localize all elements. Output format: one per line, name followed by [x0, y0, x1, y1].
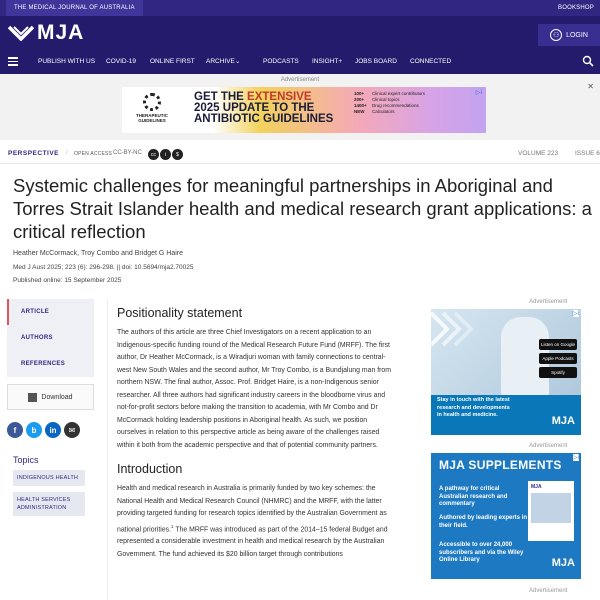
podcast-ad[interactable]: [431, 309, 581, 435]
article-side-nav: [7, 299, 94, 377]
article-citation: Med J Aust 2025; 223 (6): 296-298. || doi: 10.5694/mja2.70025: [13, 264, 194, 271]
published-date: Published online: 15 September 2025: [13, 277, 122, 284]
sidenav-references[interactable]: REFERENCES: [21, 361, 66, 367]
mja-logo-small: MJA: [551, 415, 575, 427]
advertisement-label: Advertisement: [529, 588, 568, 594]
topic-tag[interactable]: HEALTH SERVICES ADMINISTRATION: [13, 492, 85, 516]
search-icon[interactable]: [582, 55, 594, 67]
creative-commons-icons[interactable]: [148, 149, 183, 160]
section-heading: Positionality statement: [117, 306, 243, 320]
mja-chevron-icon: [8, 25, 34, 41]
divider: /: [66, 150, 68, 156]
paragraph: Health and medical research in Australia is primarily funded by two key schemes: the National Health and Medical Research Council (NHMRC) and the MRFF, with the latter providing targeted funding for research topics identified by the Australian Government as national priorities.$^1$ The MRFF was introduced as part of the 2014–15 federal Budget and represented a considerable investment in health and medical research by the Australian Government. The fund achieved its $20 billion target through contributions: [117, 485, 388, 558]
sidenav-article[interactable]: ARTICLE: [7, 299, 94, 325]
advertisement-label: Advertisement: [529, 299, 568, 305]
mja-logo-small: MJA: [551, 557, 575, 569]
email-icon[interactable]: ✉: [64, 422, 80, 438]
user-icon: ⚇: [550, 29, 562, 41]
chevron-down-icon: ⌄: [235, 58, 241, 65]
nav-publish-with-us[interactable]: PUBLISH WITH US: [38, 58, 96, 65]
nc-icon: $: [172, 149, 183, 160]
pdf-icon: [28, 393, 37, 402]
ad-choices-icon[interactable]: ▷ⅰ: [475, 90, 482, 96]
license-label: CC-BY-NC: [113, 150, 142, 156]
linkedin-icon[interactable]: in: [45, 422, 61, 438]
nav-podcasts[interactable]: PODCASTS: [263, 58, 299, 65]
login-button[interactable]: [538, 24, 600, 46]
login-label: LOGIN: [566, 31, 588, 39]
ad-text: A pathway for critical Australian research and commentary: [439, 486, 508, 507]
logo-text: MJA: [37, 21, 85, 44]
nav-archive[interactable]: ARCHIVE: [206, 58, 235, 65]
nav-covid-19[interactable]: COVID-19: [106, 58, 136, 65]
antibiotic-guidelines-banner[interactable]: [122, 87, 486, 133]
ad-text: Accessible to over 24,000 subscribers and via the Wiley Online Library: [439, 542, 524, 563]
topics-heading: Topics: [13, 455, 39, 465]
article-type-perspective[interactable]: PERSPECTIVE: [8, 150, 60, 157]
nav-connected[interactable]: CONNECTED: [410, 58, 452, 65]
issue-label: ISSUE 6: [575, 150, 600, 157]
hamburger-menu-icon[interactable]: [8, 57, 18, 66]
paragraph: The authors of this article are three Chief Investigators on a recent application to an Indigenous-specific funding round of the Medical Research Future Fund (MRFF). The first author, Dr Heather McCormack, is a Wiradjuri woman with family connections to central-west New South Wales and the second author, Mr Troy Combo, is a Bundjalung man from northern NSW. The final author, Assoc. Prof. Bridget Haire, is a non-Indigenous senior researcher. All three authors had significant industry careers in the bloodborne virus and not-for-profit sectors before making the transition to academia, with Mr Combo and Dr McCormack holding leadership positions in Aboriginal health. As such, we position ourselves in relation to this perspective article as being aware of the challenges raised within it both from the academic perspective and that of potential community partners.: [117, 329, 391, 449]
chevron-graphic: [431, 309, 486, 349]
apple-podcasts-badge: Apple Podcasts: [539, 353, 577, 364]
banner-headline: GET THE EXTENSIVE 2025 UPDATE TO THE ANTIBIOTIC GUIDELINES: [194, 91, 334, 125]
advertisement-label: Advertisement: [529, 443, 568, 449]
ad-choices-icon[interactable]: ▷ⅰ: [572, 311, 579, 317]
journal-cover: MJA: [528, 481, 574, 541]
article-meta-row: [0, 146, 600, 164]
therapeutic-guidelines-logo: THERAPEUTIC GUIDELINES: [128, 93, 176, 123]
top-ad-area: [0, 74, 600, 140]
nav-jobs-board[interactable]: JOBS BOARD: [355, 58, 397, 65]
ad-text: Stay in touch with the latest research and developments in health and medicine.: [437, 397, 510, 418]
banner-feature-list: 100+ Clinical expert contributors 200+ Clinical topics 1400+ Drug recommendations NEW Calculators: [354, 91, 426, 114]
bluesky-icon[interactable]: b: [26, 422, 42, 438]
main-nav: [0, 50, 600, 74]
ad-choices-icon[interactable]: ▷ⅰ: [572, 455, 579, 461]
column-divider: [107, 299, 108, 600]
mja-logo[interactable]: [8, 23, 84, 43]
download-button[interactable]: [7, 384, 94, 410]
article-body: [117, 306, 395, 571]
bookshop-link[interactable]: BOOKSHOP: [558, 5, 594, 11]
podcast-platforms: [539, 339, 577, 378]
article-title: Systemic challenges for meaningful partnerships in Aboriginal and Torres Strait Islander health and medical research grant applications: a critical reflection: [13, 175, 592, 242]
ad-text: Authored by leading experts in their field.: [439, 515, 528, 529]
site-header: [0, 16, 600, 50]
nav-insight[interactable]: INSIGHT+: [312, 58, 343, 65]
spotify-badge: Spotify: [539, 367, 577, 378]
volume-label: VOLUME 223: [518, 150, 559, 157]
cc-icon: cc: [148, 149, 159, 160]
by-icon: i: [160, 149, 171, 160]
topic-tag[interactable]: INDIGENOUS HEALTH: [13, 470, 85, 486]
share-buttons: [7, 422, 80, 438]
top-bar: [0, 0, 600, 16]
sidenav-authors[interactable]: AUTHORS: [21, 335, 53, 341]
nav-online-first[interactable]: ONLINE FIRST: [150, 58, 195, 65]
close-icon[interactable]: ✕: [587, 82, 594, 91]
open-access-label: OPEN ACCESS: [74, 151, 113, 157]
facebook-icon[interactable]: f: [7, 422, 23, 438]
section-heading: Introduction: [117, 462, 183, 476]
mja-supplements-ad[interactable]: [431, 453, 581, 579]
download-label: Download: [41, 393, 73, 401]
journal-name-link[interactable]: THE MEDICAL JOURNAL OF AUSTRALIA: [6, 0, 143, 16]
article-authors: Heather McCormack, Troy Combo and Bridget G Haire: [13, 250, 184, 257]
google-podcasts-badge: Listen on Google: [539, 339, 577, 350]
ad-headline: MJA SUPPLEMENTS: [439, 458, 562, 472]
advertisement-label: Advertisement: [280, 77, 320, 83]
reference-link[interactable]: 1: [171, 523, 174, 529]
